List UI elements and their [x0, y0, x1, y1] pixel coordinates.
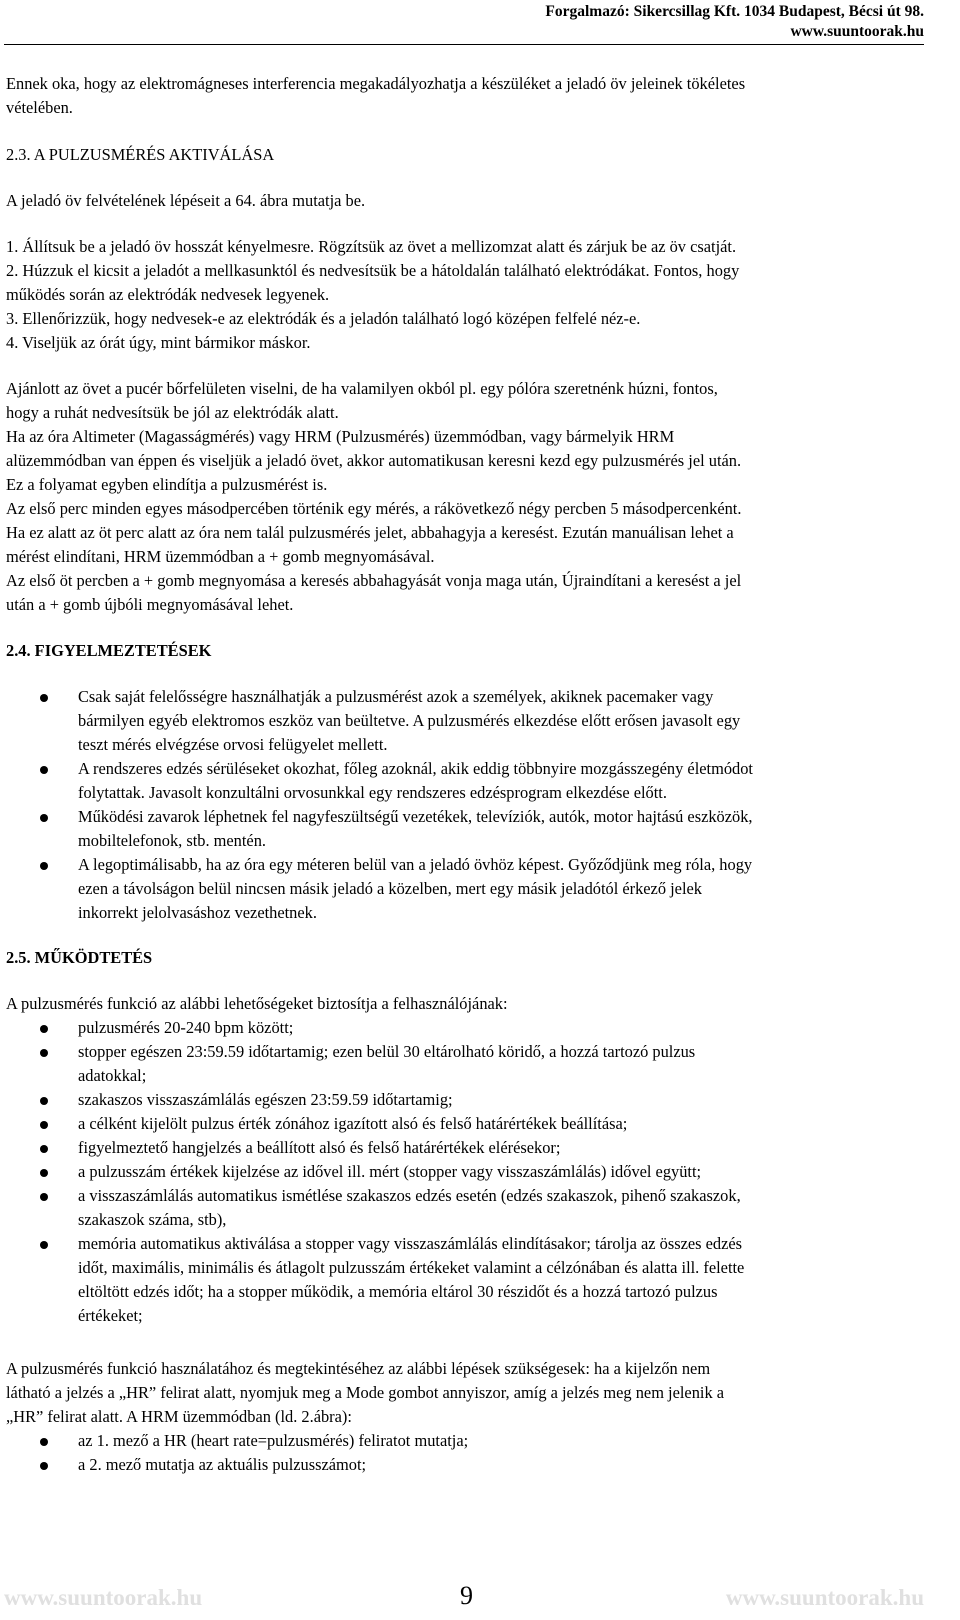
paragraph-line: Ha ez alatt az öt perc alatt az óra nem talál pulzusmérés jelet, abbahagyja a keresést. Ezután manuálisan lehet a — [6, 523, 734, 542]
footer-website-left: www.suuntoorak.hu — [4, 1585, 203, 1610]
paragraph-line: után a + gomb újbóli megnyomásával lehet. — [6, 595, 294, 614]
field-line: az 1. mező a HR (heart rate=pulzusmérés) feliratot mutatja; — [78, 1431, 469, 1450]
paragraph-line: Ajánlott az övet a pucér bőrfelületen viselni, de ha valamilyen okból pl. egy pólóra szeretnénk húzni, fontos, — [6, 379, 718, 398]
warning-line: folytattak. Javasolt konzultálni orvosunkkal egy rendszeres edzésprogram elkezdése előtt. — [78, 783, 667, 802]
bullet-dot — [40, 1462, 48, 1470]
warning-line: ezen a távolságon belül nincsen másik jeladó a közelben, mert egy másik jeladótól érkező jelek — [78, 879, 702, 898]
feature-line: szakaszok száma, stb), — [78, 1210, 227, 1229]
header-distributor: Forgalmazó: Sikercsillag Kft. 1034 Budapest, Bécsi út 98. — [545, 3, 924, 20]
feature-line: figyelmeztető hangjelzés a beállított alsó és felső határértékek elérésekor; — [78, 1138, 561, 1157]
paragraph-line: Az első öt percben a + gomb megnyomása a keresés abbahagyását vonja maga után, Újraindítani a keresést a jel — [6, 571, 742, 590]
step-line: 4. Viseljük az órát úgy, mint bármikor máskor. — [6, 333, 311, 352]
paragraph-line: Az első perc minden egyes másodpercében történik egy mérés, a rákövetkező négy percben 5 másodpercenként. — [6, 499, 742, 518]
paragraph-line: mérést elindítani, HRM üzemmódban a + gomb megnyomásával. — [6, 547, 435, 566]
step-line: működés során az elektródák nedvesek legyenek. — [6, 285, 330, 304]
paragraph-line: „HR” felirat alatt. A HRM üzemmódban (ld. 2.ábra): — [6, 1407, 352, 1426]
paragraph-line: alüzemmódban van éppen és viseljük a jeladó övet, akkor automatikusan keresni kezd egy pulzusmérés jel után. — [6, 451, 742, 470]
intro-line: Ennek oka, hogy az elektromágneses interferencia megakadályozhatja a készüléket a jeladó öv jeleinek tökéletes — [6, 74, 746, 93]
section-2-4-heading: 2.4. FIGYELMEZTETÉSEK — [6, 641, 212, 660]
feature-line: pulzusmérés 20-240 bpm között; — [78, 1018, 294, 1037]
footer-website-right: www.suuntoorak.hu — [725, 1585, 924, 1610]
warning-line: bármilyen egyéb elektromos eszköz van beültetve. A pulzusmérés elkezdése előtt erősen javasolt egy — [78, 711, 741, 730]
paragraph-line: Ha az óra Altimeter (Magasságmérés) vagy HRM (Pulzusmérés) üzemmódban, vagy bármelyik HRM — [6, 427, 675, 446]
section-2-3-lead: A jeladó öv felvételének lépéseit a 64. ábra mutatja be. — [6, 191, 366, 210]
feature-line: stopper egészen 23:59.59 időtartamig; ezen belül 30 eltárolható köridő, a hozzá tartozó pulzus — [78, 1042, 696, 1061]
feature-line: memória automatikus aktiválása a stopper vagy visszaszámlálás elindításakor; tárolja az összes edzés — [78, 1234, 743, 1253]
bullet-dot — [40, 1097, 48, 1105]
paragraph-line: A pulzusmérés funkció használatához és megtekintéséhez az alábbi lépések szükségesek: ha a kijelzőn nem — [6, 1359, 711, 1378]
bullet-dot — [40, 1438, 48, 1446]
warning-line: A legoptimálisabb, ha az óra egy méteren belül van a jeladó övhöz képest. Győződjünk meg róla, hogy — [78, 855, 753, 874]
field-line: a 2. mező mutatja az aktuális pulzusszámot; — [78, 1455, 367, 1474]
section-2-5-lead: A pulzusmérés funkció az alábbi lehetőségeket biztosítja a felhasználójának: — [6, 994, 508, 1013]
bullet-dot — [40, 1193, 48, 1201]
feature-line: időt, maximális, minimális és átlagolt pulzusszám értékeket valamint a célzónában és alatta ill. felette — [78, 1258, 745, 1277]
bullet-dot — [40, 1169, 48, 1177]
bullet-dot — [40, 1121, 48, 1129]
section-2-3-heading: 2.3. A PULZUSMÉRÉS AKTIVÁLÁSA — [6, 145, 275, 164]
warning-line: Működési zavarok léphetnek fel nagyfeszültségű vezetékek, televíziók, autók, motor hajtású eszközök, — [78, 807, 753, 826]
bullet-dot — [40, 862, 48, 870]
warning-line: mobiltelefonok, stb. mentén. — [78, 831, 267, 850]
step-line: 2. Húzzuk el kicsit a jeladót a mellkasunktól és nedvesítsük be a hátoldalán található elektródákat. Fontos, hogy — [6, 261, 740, 280]
feature-line: a pulzusszám értékek kijelzése az idővel ill. mért (stopper vagy visszaszámlálás) idővel együtt; — [78, 1162, 702, 1181]
step-line: 1. Állítsuk be a jeladó öv hosszát kényelmesre. Rögzítsük az övet a mellizomzat alatt és zárjuk be az öv csatját. — [6, 237, 737, 256]
warning-line: Csak saját felelősségre használhatják a pulzusmérést azok a személyek, akiknek pacemaker vagy — [78, 687, 714, 706]
feature-line: a visszaszámlálás automatikus ismétlése szakaszos edzés esetén (edzés szakaszok, pihenő szakaszok, — [78, 1186, 741, 1205]
bullet-dot — [40, 814, 48, 822]
paragraph-line: látható a jelzés a „HR” felirat alatt, nyomjuk meg a Mode gombot annyiszor, amíg a jelzés meg nem jelenik a — [6, 1383, 725, 1402]
header-divider — [4, 44, 924, 45]
intro-line: vételében. — [6, 98, 73, 117]
warning-line: A rendszeres edzés sérüléseket okozhat, főleg azoknál, akik eddig többnyire mozgásszegény életmódot — [78, 759, 753, 778]
warning-line: inkorrekt jelolvasáshoz vezethetnek. — [78, 903, 317, 922]
bullet-dot — [40, 1049, 48, 1057]
feature-line: szakaszos visszaszámlálás egészen 23:59.59 időtartamig; — [78, 1090, 453, 1109]
warning-line: teszt mérés elvégzése orvosi felügyelet mellett. — [78, 735, 388, 754]
paragraph-line: Ez a folyamat egyben elindítja a pulzusmérést is. — [6, 475, 328, 494]
bullet-dot — [40, 1145, 48, 1153]
bullet-dot — [40, 766, 48, 774]
section-2-5-heading: 2.5. MŰKÖDTETÉS — [6, 948, 153, 967]
paragraph-line: hogy a ruhát nedvesítsük be jól az elektródák alatt. — [6, 403, 339, 422]
bullet-dot — [40, 694, 48, 702]
header-website: www.suuntoorak.hu — [790, 23, 924, 40]
feature-line: eltöltött edzés időt; ha a stopper működik, a memória eltárol 30 részidőt és a hozzá tartozó pulzus — [78, 1282, 718, 1301]
step-line: 3. Ellenőrizzük, hogy nedvesek-e az elektródák és a jeladón található logó középen felfelé néz-e. — [6, 309, 641, 328]
bullet-dot — [40, 1241, 48, 1249]
page-number: 9 — [460, 1581, 473, 1610]
bullet-dot — [40, 1025, 48, 1033]
feature-line: értékeket; — [78, 1306, 143, 1325]
feature-line: adatokkal; — [78, 1066, 147, 1085]
feature-line: a célként kijelölt pulzus érték zónához igazított alsó és felső határértékek beállítása; — [78, 1114, 628, 1133]
